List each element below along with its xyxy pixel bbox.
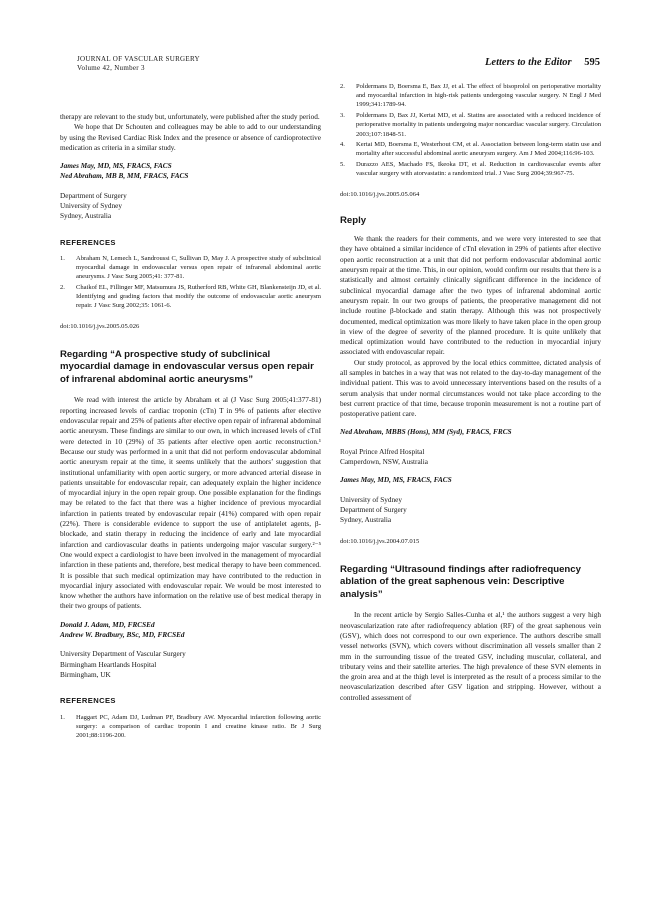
signature-block	[60, 620, 321, 641]
reference-number: 4.	[340, 141, 345, 149]
affiliation-line: Royal Prince Alfred Hospital	[340, 447, 425, 456]
affiliation	[340, 447, 601, 468]
reference-text: Kertai MD, Boersma E, Westerhout CM, et al. Association between long-term statin use and mortality after successful abdominal aortic aneurysm surgery. Am J Med 2004;116:96-103.	[356, 141, 601, 158]
author-name: Donald J. Adam, MD, FRCSEd	[60, 620, 155, 629]
references-heading: REFERENCES	[60, 696, 116, 706]
running-header	[77, 55, 600, 79]
signature-block	[60, 161, 321, 182]
references-heading: REFERENCES	[60, 237, 116, 247]
reference-text: Durazzo AES, Machado FS, Ikeoka DT, et al. Reduction in cardiovascular events after vascular surgery with atorvastatin: a randomized trial. J Vasc Surg 2004;39:967-75.	[356, 161, 601, 178]
article-title: Regarding “A prospective study of subclinical myocardial damage in endovascular versus open repair of infrarenal abdominal aortic aneurysms”	[60, 348, 314, 385]
reference-item	[340, 111, 601, 139]
paragraph: We read with interest the article by Abraham et al (J Vasc Surg 2005;41:377-81) reporting increased levels of cardiac troponin (cTn) T in 9% of patients after elective endovascular repair and 25% of patients after elective open repair of infrarenal abdominal aortic aneurysm. These findings are similar to our own, in which increased levels of cTnI were detected in 10 (29%) of 35 patients after elective open aortic reconstruction.¹ Because our study was performed in a unit that did not perform endovascular abdominal aortic aneurysm repair at the time, it seems unlikely that the authors’ suggestion that institutional unfamiliarity with open aortic surgery, or more advanced arterial disease in patients unsuitable for endovascular repair, can adequately explain the higher incidence of myocardial injury in the open repair group. One possible explanation for the findings may be related to the fact that there was a higher incidence of previous myocardial infarction in patients treated by endovascular repair (41%) compared with open repair (22%). There is considerable evidence to support the use of antiplatelet agents, β-blockade, and statin therapy in reducing the incidence of early and late myocardial infarction and cardiovascular deaths in patients undergoing major vascular surgery.²⁻⁵ One would expect a cardiologist to have been involved in the management of myocardial infarction in these patients and, therefore, best medical therapy to have been commenced. It is possible that such medical optimization may have contributed to the reduction in myocardial injury associated with endovascular repair. We would be most interested to know whether the authors have information on the relative use of best medical therapy in their two groups of patients.	[60, 396, 321, 611]
signature-block	[340, 427, 601, 437]
reference-text: Abraham N, Lemech L, Sandroussi C, Sullivan D, May J. A prospective study of subclinical myocardial damage in endovascular versus open repair of infrarenal abdominal aortic aneurysms. J Vasc Surg 2005;41: 377-81.	[76, 254, 321, 281]
paragraph: Our study protocol, as approved by the local ethics committee, dictated analysis of all samples in batches in a way that was not related to the day-to-day management of the individual patient. This was to avoid unnecessary interventions based on the results of a serum analysis that under normal circumstances would not take place according to the best current practice of that time, because troponin measurement is not a routine part of postoperative patient care.	[340, 358, 601, 419]
reference-number: 3.	[340, 112, 345, 120]
affiliation	[60, 649, 321, 680]
affiliation-line: Sydney, Australia	[340, 516, 392, 525]
journal-info	[77, 55, 200, 73]
paragraph: In the recent article by Sergio Salles-Cunha et al,¹ the authors suggest a very high neovascularization rate after radiofrequency ablation (RF) of the great saphenous vein (GSV), which does not correspond to our own experience. The authors describe small vessel networks (SVN), which covers without discrimination all vessels smaller than 2 mm in the surrounding tissue of the treated GSV, including muscular, collateral, and tributary veins and their satellite arteries. The high prevalence of these SVN elements in the groin area and at the thigh level is interpreted as the result of a process similar to the neovascularization described after GSV ligation and stripping. However, without a controlled assessment of	[340, 611, 601, 702]
doi: doi:10.1016/j.jvs.2005.05.026	[60, 322, 140, 330]
affiliation-line: University of Sydney	[60, 202, 123, 211]
affiliation-line: Sydney, Australia	[60, 212, 112, 221]
affiliation-line: University Department of Vascular Surgery	[60, 650, 186, 659]
reference-text: Poldermans D, Bax JJ, Kertai MD, et al. Statins are associated with a reduced incidence of perioperative mortality in patients undergoing major noncardiac vascular surgery. Circulation 2003;107:1848-51.	[356, 112, 601, 138]
reference-text: Poldermans D, Boersma E, Bax JJ, et al. The effect of bisoprolol on perioperative mortality and myocardial infarction in high-risk patients undergoing vascular surgery. N Engl J Med 1999;341:1789-94.	[356, 83, 601, 109]
reference-text: Haggart PC, Adam DJ, Ludman PF, Bradbury AW. Myocardial infarction following aortic surgery: a comparison of cardiac troponin I and creatine kinase ratio. Br J Surg 2001;88:1196-200.	[76, 713, 321, 739]
reference-number: 1.	[60, 254, 65, 262]
affiliation-line: Birmingham, UK	[60, 670, 111, 679]
author-name: Ned Abraham, MBBS (Hons), MM (Syd), FRACS, FRCS	[340, 428, 512, 437]
reference-list	[60, 254, 321, 311]
affiliation-line: Department of Surgery	[340, 505, 407, 514]
article-title: Regarding “Ultrasound findings after radiofrequency ablation of the great saphenous vein: Descriptive analysis”	[340, 563, 581, 600]
reference-item	[60, 283, 321, 311]
reference-item	[340, 160, 601, 178]
reference-item	[340, 82, 601, 110]
reference-text: Chaikof EL, Fillinger MF, Matsumura JS, Rutherford RB, White GH, Blankensteijn JD, et al. Identifying and grading factors that modify the outcome of endovascular aortic aneurysm repair. J Vasc Surg 2002;35: 1061-6.	[76, 284, 321, 310]
right-column	[340, 82, 601, 703]
reference-item	[60, 713, 321, 741]
author-name: Ned Abraham, MB B, MM, FRACS, FACS	[60, 172, 189, 181]
affiliation-line: Department of Surgery	[60, 191, 127, 200]
affiliation-line: Camperdown, NSW, Australia	[340, 458, 428, 467]
journal-name: JOURNAL OF VASCULAR SURGERY	[77, 55, 200, 63]
section-title: Letters to the Editor	[485, 57, 572, 68]
paragraph: therapy are relevant to the study but, unfortunately, were published after the study period.	[60, 113, 320, 121]
affiliation-line: Birmingham Heartlands Hospital	[60, 660, 157, 669]
left-column	[60, 112, 321, 742]
affiliation	[60, 191, 321, 222]
author-name: James May, MD, MS, FRACS, FACS	[340, 476, 452, 485]
affiliation	[340, 495, 601, 526]
paragraph: We thank the readers for their comments, and we were very interested to see that they have obtained a similar incidence of cTnI elevation in 29% of patients after elective open aortic reconstruction at a unit that did not perform endovascular abdominal aortic aneurysm repair at the time. This, in our opinion, would confirm our results that there is a statistically and almost certainly clinically significant difference in the incidence of subclinical myocardial damage after the two types of infrarenal abdominal aortic aneurysm repair. In our two groups of patients, the preoperative management did not include routine β-blockade and statin therapy. Although this was not prospectively documented, medical optimization was more likely to have taken place in the open group in view of the degree of severity of the planned procedure. It is quite unlikely that medical optimization would have contributed to the reduction in myocardial injury associated with endovascular repair.	[340, 235, 601, 357]
volume-info: Volume 42, Number 3	[77, 64, 145, 72]
author-name: Andrew W. Bradbury, BSc, MD, FRCSEd	[60, 631, 185, 640]
reference-list	[60, 713, 321, 741]
reference-number: 2.	[60, 284, 65, 292]
reference-item	[340, 140, 601, 158]
section-and-page	[485, 57, 600, 68]
reference-number: 2.	[340, 83, 345, 90]
reference-list	[340, 82, 601, 179]
reference-number: 1.	[60, 713, 65, 721]
paragraph: We hope that Dr Schouten and colleagues may be able to add to our understanding by using the Revised Cardiac Risk Index and the presence or absence of cardioprotective medication as criteria in a similar study.	[60, 123, 321, 152]
reference-item	[60, 254, 321, 282]
doi: doi:10.1016/j.jvs.2005.05.064	[340, 190, 420, 198]
page-number: 595	[584, 57, 600, 68]
reference-number: 5.	[340, 161, 345, 169]
doi: doi:10.1016/j.jvs.2004.07.015	[340, 537, 420, 545]
author-name: James May, MD, MS, FRACS, FACS	[60, 162, 172, 171]
reply-heading: Reply	[340, 214, 367, 226]
signature-block	[340, 475, 601, 485]
affiliation-line: University of Sydney	[340, 495, 403, 504]
